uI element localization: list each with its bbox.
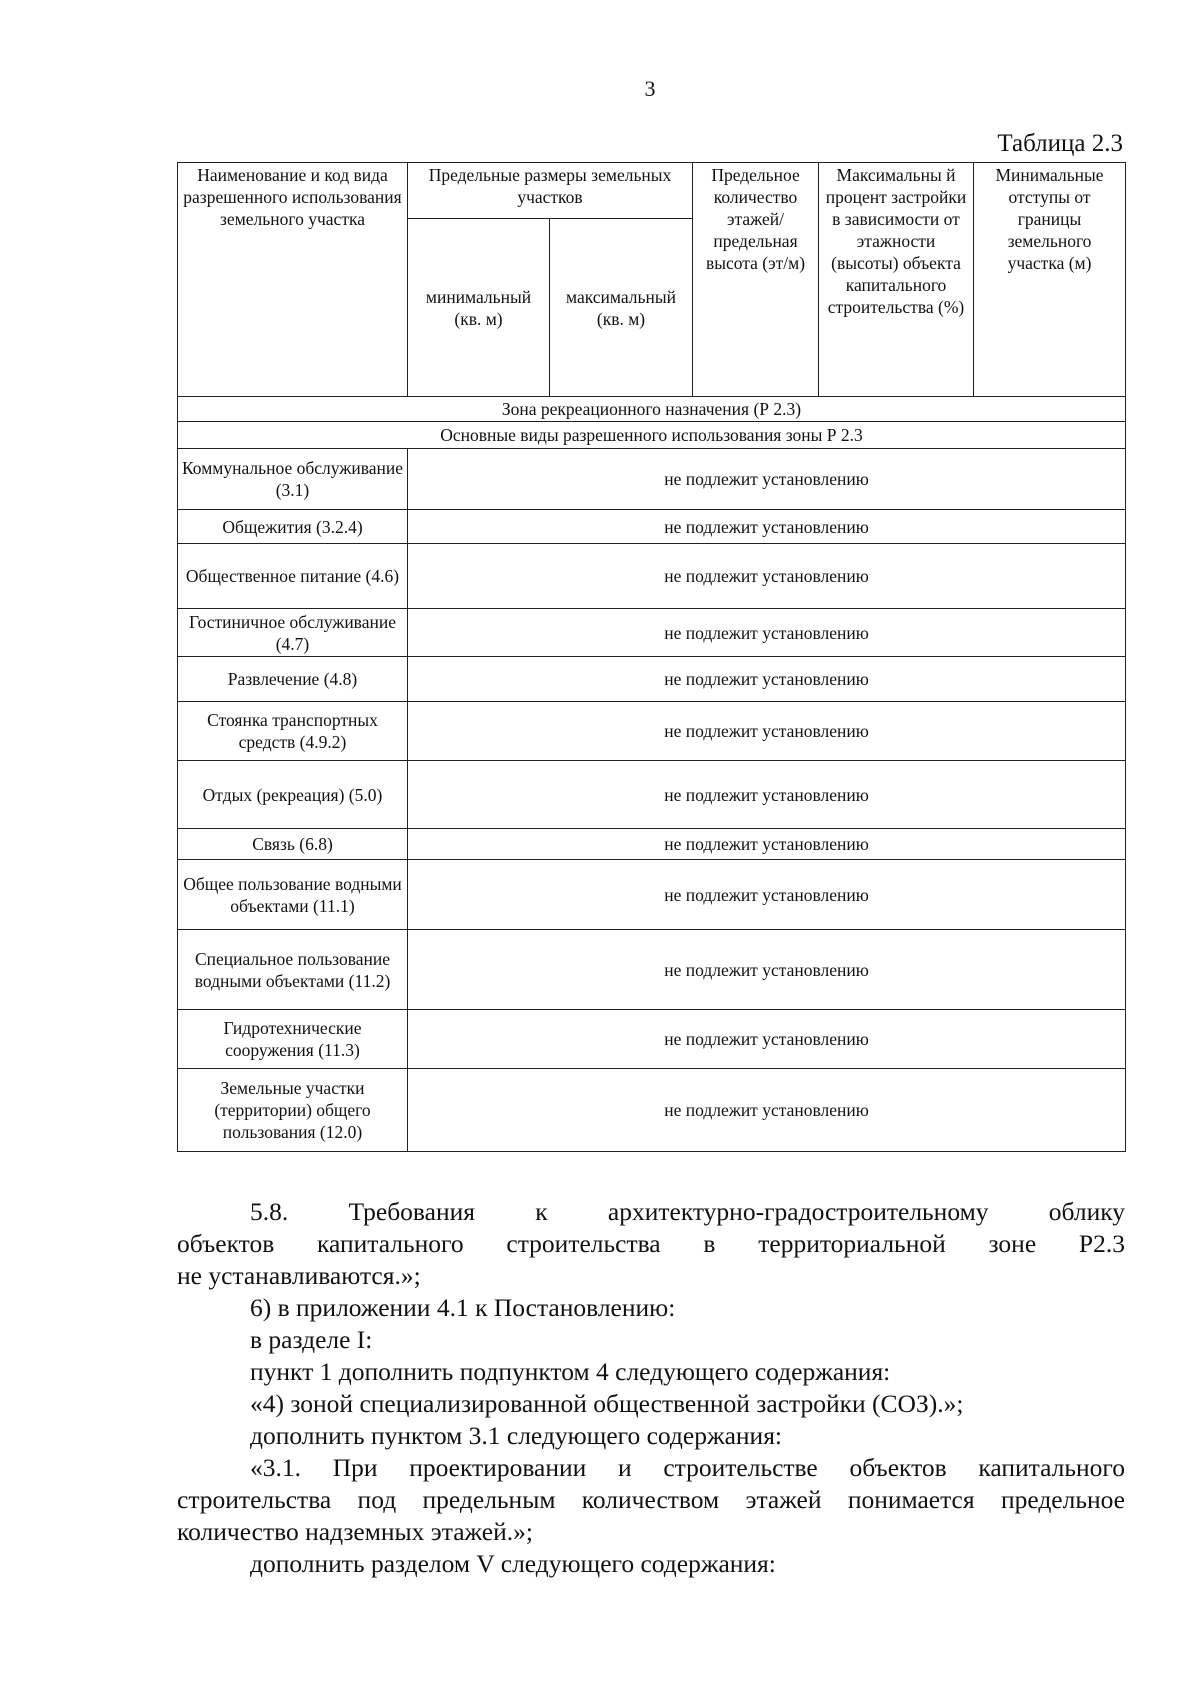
header-percent: Максимальны й процент застройки в зависимости от этажности (высоты) объекта капитального строительства (%) [819, 163, 974, 397]
row-name: Гостиничное обслуживание (4.7) [178, 609, 408, 657]
paragraph-section-1: в разделе I: [250, 1325, 373, 1354]
paragraph-section-5: дополнить разделом V следующего содержания: [250, 1549, 776, 1578]
header-floors: Предельное количество этажей/ предельная высота (эт/м) [693, 163, 819, 397]
row-value: не подлежит установлению [408, 761, 1126, 829]
paragraph-5-8-line-2: объектов капитального строительства в территориальной зоне Р2.3 [177, 1229, 1125, 1258]
paragraph-point-1: пункт 1 дополнить подпунктом 4 следующего содержания: [250, 1357, 891, 1386]
row-name: Отдых (рекреация) (5.0) [178, 761, 408, 829]
header-min: минимальный (кв. м) [408, 219, 550, 397]
row-value: не подлежит установлению [408, 702, 1126, 761]
paragraph-3-1-line-3: количество надземных этажей.»; [177, 1517, 533, 1546]
row-name: Общее пользование водными объектами (11.1) [178, 860, 408, 930]
row-name: Специальное пользование водными объектами (11.2) [178, 930, 408, 1010]
row-name: Развлечение (4.8) [178, 657, 408, 702]
row-name: Гидротехнические сооружения (11.3) [178, 1010, 408, 1069]
row-value: не подлежит установлению [408, 657, 1126, 702]
header-name: Наименование и код вида разрешенного использования земельного участка [178, 163, 408, 397]
row-name: Стоянка транспортных средств (4.9.2) [178, 702, 408, 761]
header-sizes: Предельные размеры земельных участков [408, 163, 693, 219]
paragraph-item-6: 6) в приложении 4.1 к Постановлению: [250, 1293, 676, 1322]
paragraph-5-8-line-3: не устанавливаются.»; [177, 1261, 421, 1290]
row-name: Общественное питание (4.6) [178, 544, 408, 609]
row-value: не подлежит установлению [408, 449, 1126, 510]
row-value: не подлежит установлению [408, 930, 1126, 1010]
row-value: не подлежит установлению [408, 829, 1126, 860]
header-max: максимальный (кв. м) [550, 219, 693, 397]
paragraph-point-3-1: дополнить пунктом 3.1 следующего содержания: [250, 1421, 783, 1450]
row-name: Связь (6.8) [178, 829, 408, 860]
header-setbacks: Минимальные отступы от границы земельного участка (м) [974, 163, 1126, 397]
row-value: не подлежит установлению [408, 860, 1126, 930]
row-name: Коммунальное обслуживание (3.1) [178, 449, 408, 510]
row-value: не подлежит установлению [408, 609, 1126, 657]
paragraph-subpoint-4: «4) зоной специализированной общественной застройки (СОЗ).»; [250, 1389, 964, 1418]
section-title: Основные виды разрешенного использования зоны Р 2.3 [178, 422, 1126, 449]
row-value: не подлежит установлению [408, 544, 1126, 609]
paragraph-3-1-line-2: строительства под предельным количеством этажей понимается предельное [177, 1485, 1125, 1514]
row-value: не подлежит установлению [408, 1069, 1126, 1152]
body-text [177, 1196, 1125, 1580]
row-value: не подлежит установлению [408, 1010, 1126, 1069]
regulations-table [177, 162, 1126, 1152]
table-caption: Таблица 2.3 [997, 130, 1123, 157]
row-name: Общежития (3.2.4) [178, 510, 408, 544]
row-value: не подлежит установлению [408, 510, 1126, 544]
page-number: 3 [644, 76, 656, 101]
paragraph-5-8-line-1: 5.8. Требования к архитектурно-градостроительному облику [250, 1197, 1125, 1226]
row-name: Земельные участки (территории) общего пользования (12.0) [178, 1069, 408, 1152]
paragraph-3-1-line-1: «3.1. При проектировании и строительстве объектов капитального [250, 1453, 1125, 1482]
zone-title: Зона рекреационного назначения (Р 2.3) [178, 397, 1126, 422]
